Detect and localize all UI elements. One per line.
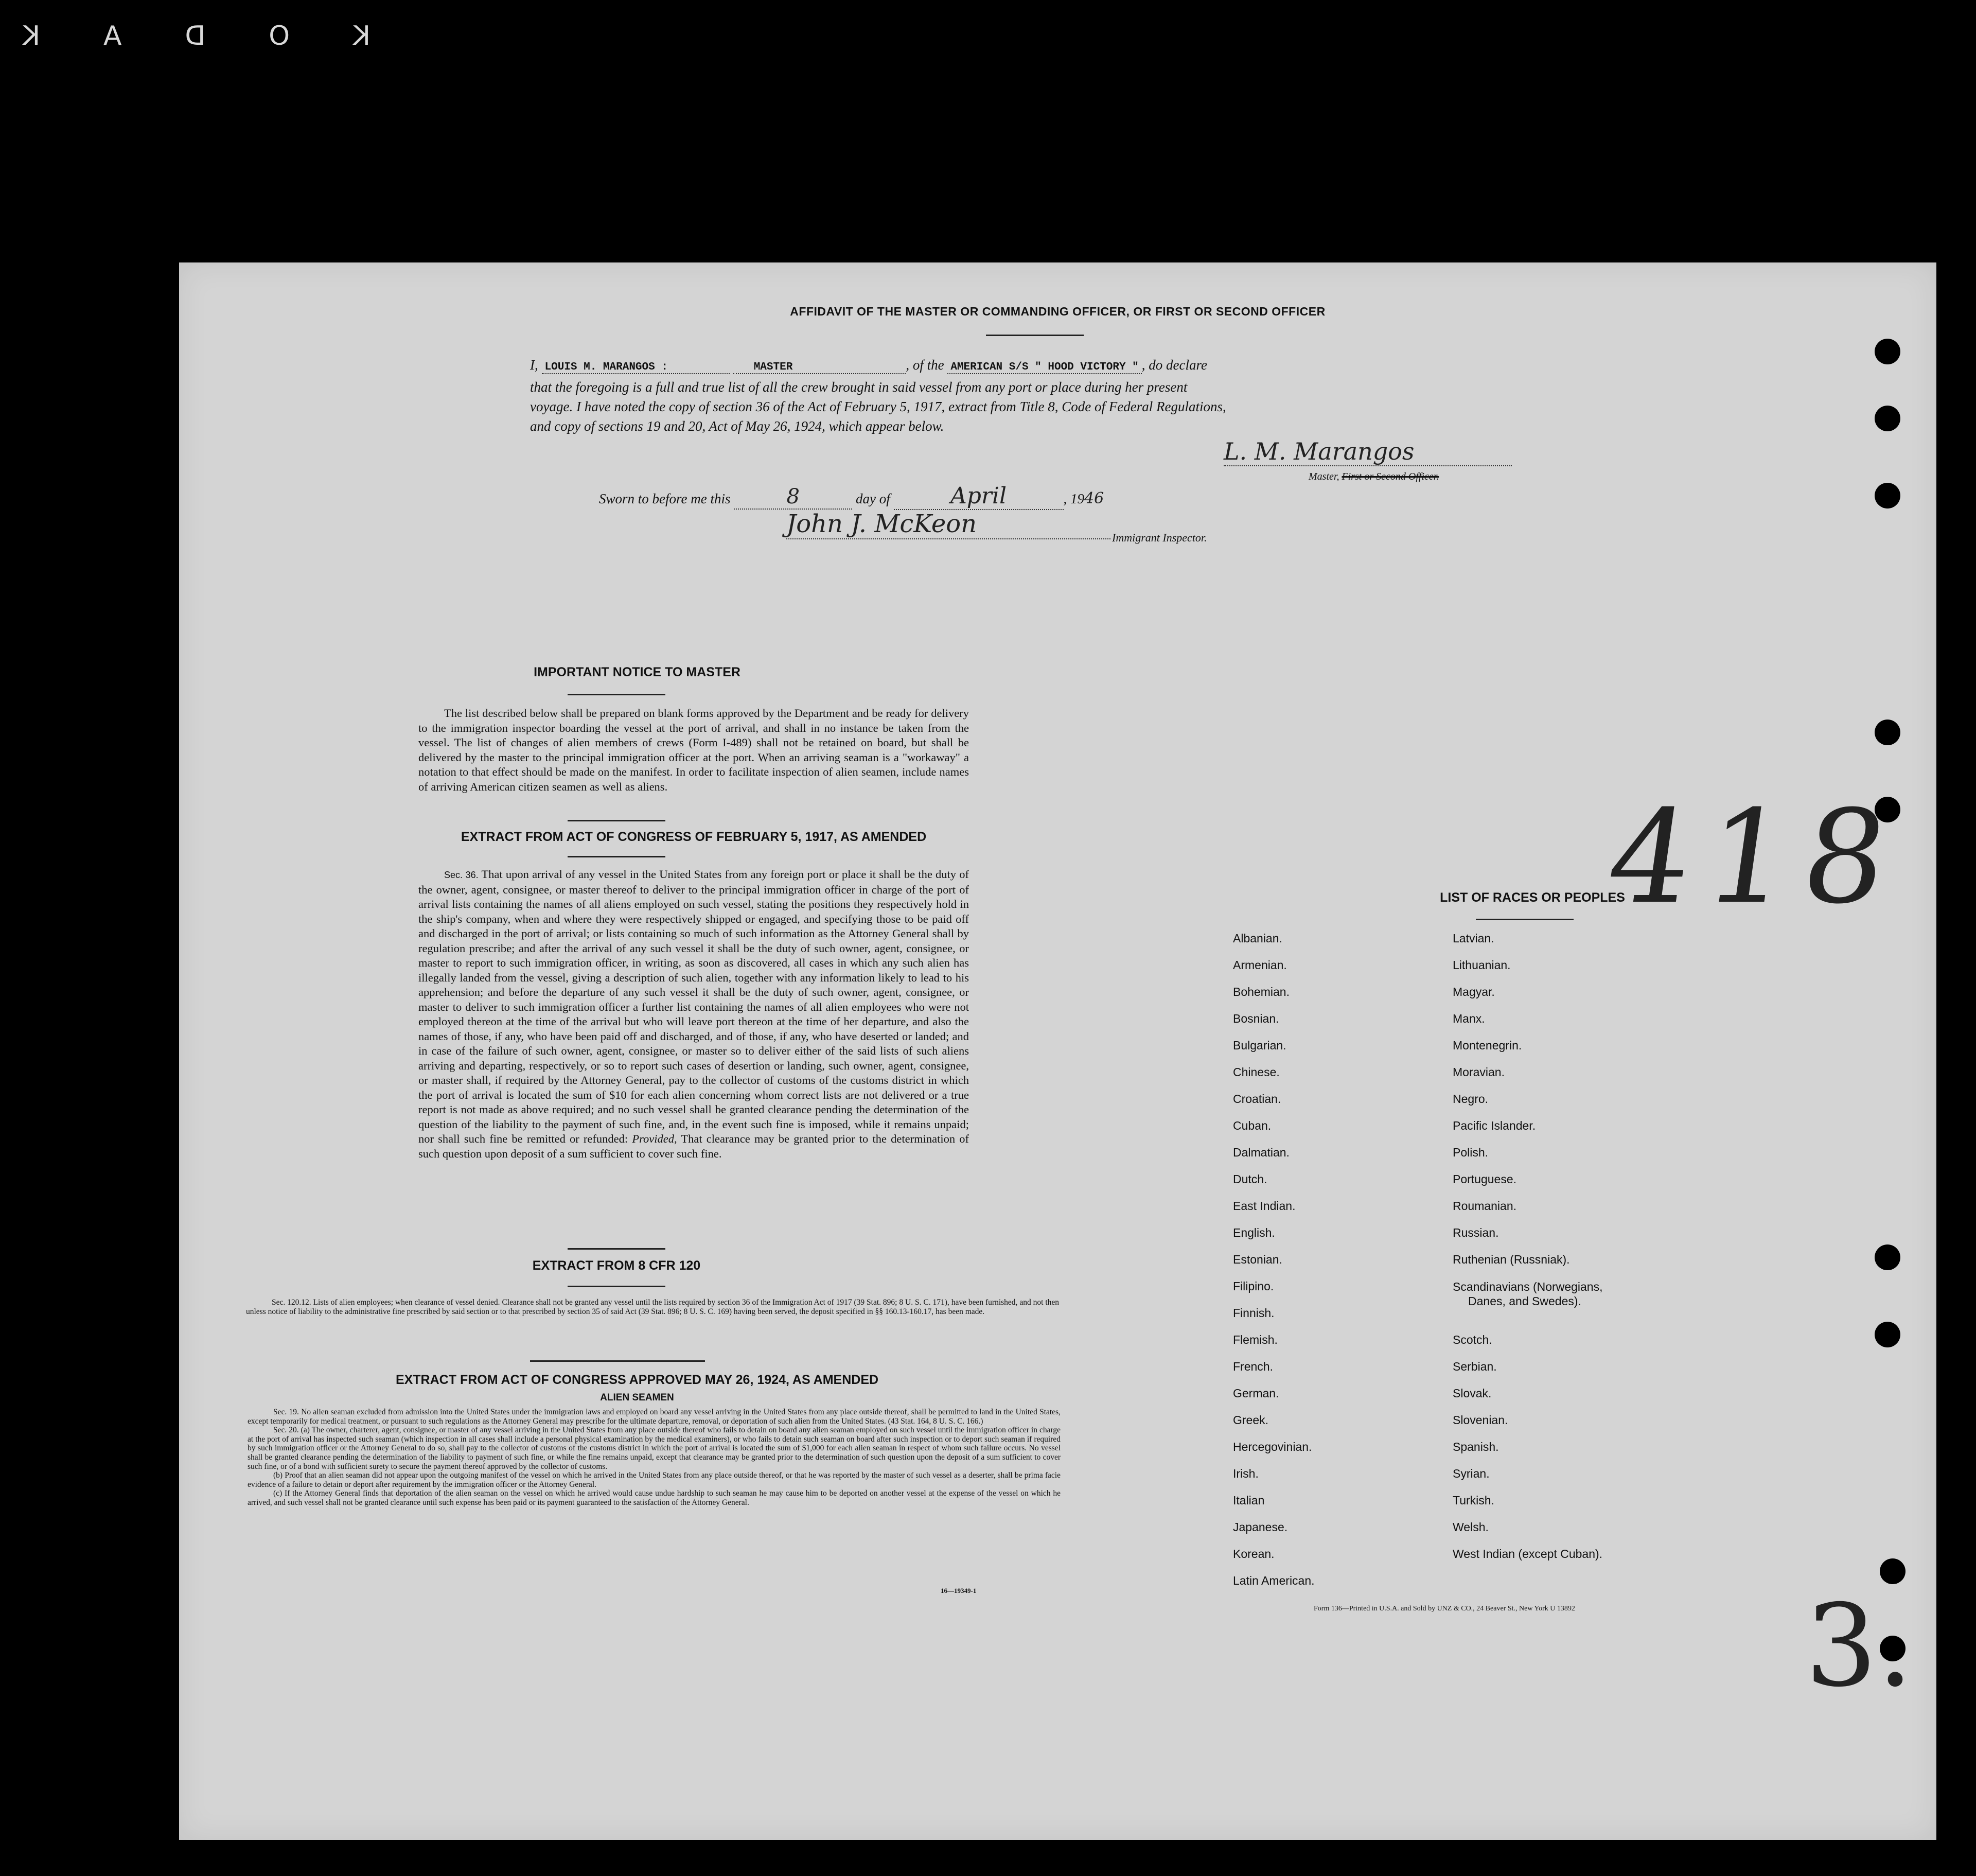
extract-cfr-title: EXTRACT FROM 8 CFR 120 <box>532 1258 701 1273</box>
film-letter: K <box>21 21 41 51</box>
race-item: Welsh. <box>1453 1520 1489 1534</box>
race-item: Pacific Islander. <box>1453 1119 1536 1132</box>
struck-officer-title: First or Second Officer. <box>1342 471 1439 482</box>
race-item: Dalmatian. <box>1233 1146 1290 1159</box>
race-item: Magyar. <box>1453 985 1495 998</box>
film-letter: A <box>101 21 122 51</box>
race-item: Italian <box>1233 1494 1265 1507</box>
race-item: Serbian. <box>1453 1360 1497 1373</box>
race-item: Dutch. <box>1233 1172 1267 1186</box>
race-item: Polish. <box>1453 1146 1489 1159</box>
race-item: Turkish. <box>1453 1494 1494 1507</box>
sec-20b: (b) Proof that an alien seaman did not appear upon the outgoing manifest of the vessel on which he arrived in the United States from any place outside thereof, or that he was reported by the master of such vessel as a deserter, shall be prima facie evidence of a failure to detain or deport after requirement by the immigration officer or the Attorney General. <box>248 1471 1061 1489</box>
race-item: Latvian. <box>1453 932 1494 945</box>
race-item: French. <box>1233 1360 1273 1373</box>
race-item: Slovenian. <box>1453 1413 1508 1427</box>
race-item: Russian. <box>1453 1226 1499 1239</box>
race-item: Moravian. <box>1453 1065 1505 1079</box>
affidavit-title: AFFIDAVIT OF THE MASTER OR COMMANDING OFFICER, OR FIRST OR SECOND OFFICER <box>790 305 1326 318</box>
handwritten-sheet-number: 3. <box>1805 1580 1913 1712</box>
race-item: Albanian. <box>1233 932 1282 945</box>
race-item: Japanese. <box>1233 1520 1288 1534</box>
affidavit-declaration <box>530 355 1703 436</box>
race-item: English. <box>1233 1226 1275 1239</box>
race-item: Montenegrin. <box>1453 1039 1522 1052</box>
punch-hole <box>1875 339 1900 364</box>
race-item: Scandinavians (Norwegians, Danes, and Swedes). <box>1453 1280 1603 1308</box>
master-title-line: Master, First or Second Officer. <box>1309 471 1439 482</box>
master-signature: L. M. Marangos <box>1224 437 1512 466</box>
cfr-underline <box>568 1286 665 1287</box>
races-right-column <box>1453 932 1603 1574</box>
extract-1924-rule <box>530 1360 705 1362</box>
inspector-signature: John J. McKeon <box>786 510 1110 539</box>
race-item: Scotch. <box>1453 1333 1492 1346</box>
race-item: West Indian (except Cuban). <box>1453 1547 1603 1561</box>
sec-20c: (c) If the Attorney General finds that deportation of the alien seaman on the vessel on which he arrived would cause undue hardship to such seaman he may cause him to be deported on another vessel at the expense of the vessel on which he arrived, and such vessel shall not be granted clearance until such expense has been paid or its payment guaranteed to the satisfaction of the Attorney General. <box>248 1489 1061 1507</box>
handwritten-page-number: 418 <box>1599 782 1912 932</box>
notice-underline <box>568 694 665 695</box>
film-letter: O <box>267 21 290 51</box>
race-item: Negro. <box>1453 1092 1489 1106</box>
vessel-field: AMERICAN S/S " HOOD VICTORY " <box>947 361 1141 374</box>
race-item: Korean. <box>1233 1547 1275 1561</box>
race-item: Finnish. <box>1233 1306 1275 1320</box>
race-item: Irish. <box>1233 1467 1259 1480</box>
extract-1924-subtitle: ALIEN SEAMEN <box>600 1392 674 1403</box>
extract-1924-title: EXTRACT FROM ACT OF CONGRESS APPROVED MAY 26, 1924, AS AMENDED <box>395 1373 879 1387</box>
sworn-year: 46 <box>1084 489 1104 507</box>
declaration-line-4: and copy of sections 19 and 20, Act of May 26, 1924, which appear below. <box>530 418 944 434</box>
sworn-day: 8 <box>734 485 852 510</box>
race-item: Chinese. <box>1233 1065 1280 1079</box>
race-item: Flemish. <box>1233 1333 1278 1346</box>
notice-rule <box>568 820 665 821</box>
race-item: Spanish. <box>1453 1440 1499 1453</box>
punch-hole <box>1875 406 1900 431</box>
race-item: Latin American. <box>1233 1574 1315 1587</box>
race-item: Bohemian. <box>1233 985 1290 998</box>
extract-cfr-body: Sec. 120.12. Lists of alien employees; when clearance of vessel denied. Clearance shall not be granted any vessel until the lists required by section 36 of the Immigration Act of 1917 (39 Stat. 896; 8 U. S. C. 171), have been furnished, and not then unless notice of liability to the administrative fine prescribed by said section or to that prescribed by section 35 of said Act (39 Stat. 896; 8 U. S. C. 169) having been served, the deposit specified in §§ 160.13-160.17, has been made. <box>246 1298 1059 1316</box>
races-title: LIST OF RACES OR PEOPLES <box>1440 890 1625 905</box>
extract-1924-body <box>248 1408 1061 1507</box>
sworn-line: Sworn to before me this 8 day of April , 1946 <box>599 483 1104 509</box>
race-item: Armenian. <box>1233 958 1287 972</box>
race-item: Estonian. <box>1233 1253 1282 1266</box>
printer-footer: Form 136—Printed in U.S.A. and Sold by UNZ & CO., 24 Beaver St., New York U 13892 <box>1314 1605 1575 1612</box>
film-edge-label <box>21 21 370 51</box>
punch-hole <box>1875 720 1900 745</box>
race-item: Portuguese. <box>1453 1172 1517 1186</box>
race-item: Slovak. <box>1453 1387 1492 1400</box>
inspector-label: Immigrant Inspector. <box>1112 531 1207 544</box>
title-underline <box>986 335 1084 336</box>
extract-1917-underline <box>568 856 665 857</box>
film-letter: D <box>183 21 206 51</box>
race-item: Bosnian. <box>1233 1012 1279 1025</box>
race-item: Greek. <box>1233 1413 1269 1427</box>
notice-body: The list described below shall be prepared on blank forms approved by the Department and be ready for delivery to the immigration inspector boarding the vessel at the port of arrival, and shall in no instance be taken from the vessel. The list of changes of alien members of crews (Form I-489) shall not be retained on board, but shall be delivered by the master to the principal immigration officer at the port. When an arriving seaman is a "workaway" a notation to that effect should be made on the manifest. In order to facilitate inspection of alien seamen, include names of arriving American citizen seamen as well as aliens. <box>418 707 969 793</box>
race-item: Syrian. <box>1453 1467 1490 1480</box>
race-item: Cuban. <box>1233 1119 1272 1132</box>
races-left-column <box>1233 932 1315 1601</box>
sec-19: Sec. 19. No alien seaman excluded from admission into the United States under the immigration laws and employed on board any vessel arriving in the United States from any place outside thereof, shall be permitted to land in the United States, except temporarily for medical treatment, or pursuant to such regulations as the Attorney General may prescribe for the ultimate departure, removal, or deportation of such alien from the United States. (43 Stat. 164, 8 U. S. C. 166.) <box>248 1408 1061 1426</box>
extract-1917-body: Sec. 36. That upon arrival of any vessel in the United States from any foreign port or place it shall be the duty of the owner, agent, consignee, or master thereof to deliver to the principal immigration officer in charge of the port of arrival lists containing the names of all aliens employed on such vessel, stating the positions they respectively hold in the ship's company, when and where they were respectively shipped or engaged, and specifying those to be paid off and discharged in the port of arrival; or lists containing so much of such information as the Attorney General shall by regulation prescribe; and after the arrival of any such vessel it shall be the duty of such owner, agent, consignee, or master to report to such immigration officer, in writing, as soon as discovered, all cases in which any such alien has illegally landed from the vessel, giving a description of such alien, together with any information likely to lead to his apprehension; and before the departure of any such vessel it shall be the duty of such owner, agent, consignee, or master to deliver to such immigration officer a further list containing the names of all alien employees who were not employed thereon at the time of the arrival but who will leave port thereon at the time of her departure, and also the names of those, if any, who have been paid off and discharged, and of those, if any, who have deserted or landed; and in case of the failure of such owner, agent, consignee, or master so to deliver either of the said lists of such aliens arriving and departing, respectively, or so to report such cases of desertion or landing, such owner, agent, consignee, or master shall, if required by the Attorney General, pay to the collector of customs of the customs district in which the port of arrival is located the sum of $10 for each alien concerning whom correct lists are not delivered or a true report is not made as above required; and no such vessel shall be granted clearance pending the determination of the question of the liability to the payment of such fine, and, in the event such fine is imposed, while it remains unpaid; nor shall such fine be remitted or refunded: Provided, That clearance may be granted prior to the determination of such question upon deposit of a sum sufficient to cover such fine. <box>418 868 969 1160</box>
race-item: Bulgarian. <box>1233 1039 1286 1052</box>
race-item: Roumanian. <box>1453 1199 1517 1213</box>
notice-title: IMPORTANT NOTICE TO MASTER <box>534 665 740 679</box>
film-letter: K <box>350 21 370 51</box>
sec-20a: Sec. 20. (a) The owner, charterer, agent, consignee, or master of any vessel arriving in the United States from any place outside thereof who fails to detain on board any alien seaman employed on such vessel until the immigration officer in charge at the port of arrival has inspected such seaman (which inspection in all cases shall include a personal physical examination by the medical examiners), or who fails to detain such seaman on board after such inspection or to deport such seaman if required by such immigration officer or the Attorney General to do so, shall pay to the collector of customs of the customs district in which the port of arrival is located the sum of $1,000 for each alien seaman in respect of whom such failure occurs. No vessel shall be granted clearance pending the determination of the liability to payment of such fine, or while the fine remains unpaid, except that clearance may be granted prior to the determination of such question upon the deposit of a sum sufficient to cover such fine, or of a bond with sufficient surety to secure the payment thereof approved by the collector of customs. <box>248 1426 1061 1471</box>
punch-hole <box>1875 1322 1900 1347</box>
race-item: Hercegovinian. <box>1233 1440 1312 1453</box>
rank-field: MASTER <box>733 361 906 374</box>
declaration-line-1: I, LOUIS M. MARANGOS : MASTER , of the AMERICAN S/S " HOOD VICTORY " , do declare <box>530 357 1208 373</box>
race-item: Croatian. <box>1233 1092 1281 1106</box>
punch-hole <box>1875 483 1900 509</box>
punch-hole <box>1875 1244 1900 1270</box>
cfr-rule <box>568 1248 665 1250</box>
form-code: 16—19349-1 <box>941 1587 977 1594</box>
race-item: Filipino. <box>1233 1279 1274 1293</box>
master-name-field: LOUIS M. MARANGOS : <box>542 361 730 374</box>
race-item: German. <box>1233 1387 1279 1400</box>
declaration-line-3: voyage. I have noted the copy of section 36 of the Act of February 5, 1917, extract from Title 8, Code of Federal Regulations, <box>530 399 1226 414</box>
extract-1917-title: EXTRACT FROM ACT OF CONGRESS OF FEBRUARY 5, 1917, AS AMENDED <box>461 830 927 844</box>
race-item: Manx. <box>1453 1012 1485 1025</box>
race-item: East Indian. <box>1233 1199 1296 1213</box>
declaration-line-2: that the foregoing is a full and true list of all the crew brought in said vessel from any port or place during her present <box>530 379 1188 395</box>
sworn-month: April <box>894 483 1064 510</box>
race-item: Ruthenian (Russniak). <box>1453 1253 1570 1266</box>
race-item: Lithuanian. <box>1453 958 1511 972</box>
races-underline <box>1476 919 1574 920</box>
document-page <box>179 262 1936 1840</box>
